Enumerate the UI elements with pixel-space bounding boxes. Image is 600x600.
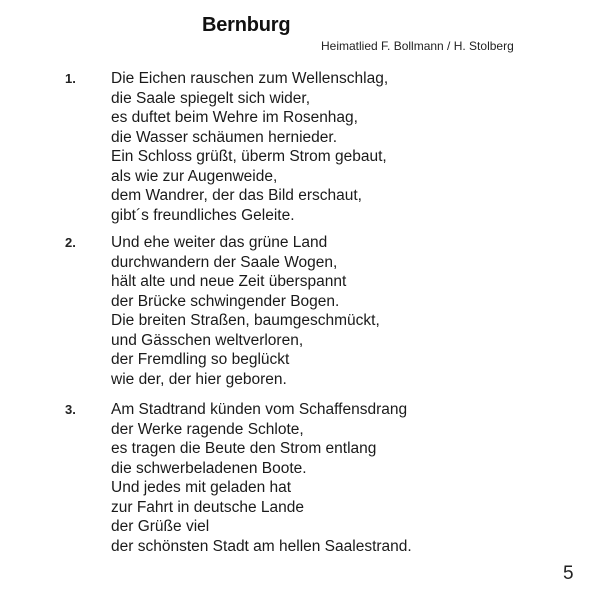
verse-line: der Grüße viel [111, 518, 210, 535]
verse-line: Die Eichen rauschen zum Wellenschlag, [111, 70, 389, 87]
page-number: 5 [563, 563, 574, 584]
verse-line: Und ehe weiter das grüne Land [111, 234, 328, 251]
verse-line: es tragen die Beute den Strom entlang [111, 440, 377, 457]
verse-line: hält alte und neue Zeit überspannt [111, 273, 347, 290]
stanza-number: 1. [65, 71, 76, 86]
stanza-number: 3. [65, 402, 76, 417]
verse-line: als wie zur Augenweide, [111, 167, 278, 185]
stanza-lines [111, 400, 412, 556]
verse-line: der Werke ragende Schlote, [111, 420, 304, 438]
song-attribution: Heimatlied F. Bollmann / H. Stolberg [321, 39, 514, 53]
verse-line: gibt´s freundliches Geleite. [111, 206, 295, 224]
verse-line: es duftet beim Wehre im Rosenhag, [111, 109, 358, 126]
verse-line: die Saale spiegelt sich wider, [111, 89, 311, 107]
verse-line: dem Wandrer, der das Bild erschaut, [111, 187, 362, 204]
verse-line: Die breiten Straßen, baumgeschmückt, [111, 312, 380, 329]
stanza-lines [111, 69, 388, 225]
verse-line: die Wasser schäumen hernieder. [111, 128, 338, 146]
verse-line: die schwerbeladenen Boote. [111, 459, 307, 477]
verse-line: Am Stadtrand künden vom Schaffensdrang [111, 401, 408, 418]
verse-line: der schönsten Stadt am hellen Saalestrand. [111, 537, 412, 555]
verse-line: wie der, der hier geboren. [111, 370, 287, 388]
verse-line: durchwandern der Saale Wogen, [111, 253, 338, 271]
verse-line: Und jedes mit geladen hat [111, 479, 292, 496]
stanza-lines [111, 233, 380, 389]
stanza-number: 2. [65, 235, 76, 250]
verse-line: und Gässchen weltverloren, [111, 331, 304, 349]
verse-line: der Brücke schwingender Bogen. [111, 292, 340, 310]
verse-line: der Fremdling so beglückt [111, 351, 290, 368]
verse-line: zur Fahrt in deutsche Lande [111, 498, 305, 516]
verse-line: Ein Schloss grüßt, überm Strom gebaut, [111, 148, 387, 165]
song-title: Bernburg [202, 14, 291, 36]
